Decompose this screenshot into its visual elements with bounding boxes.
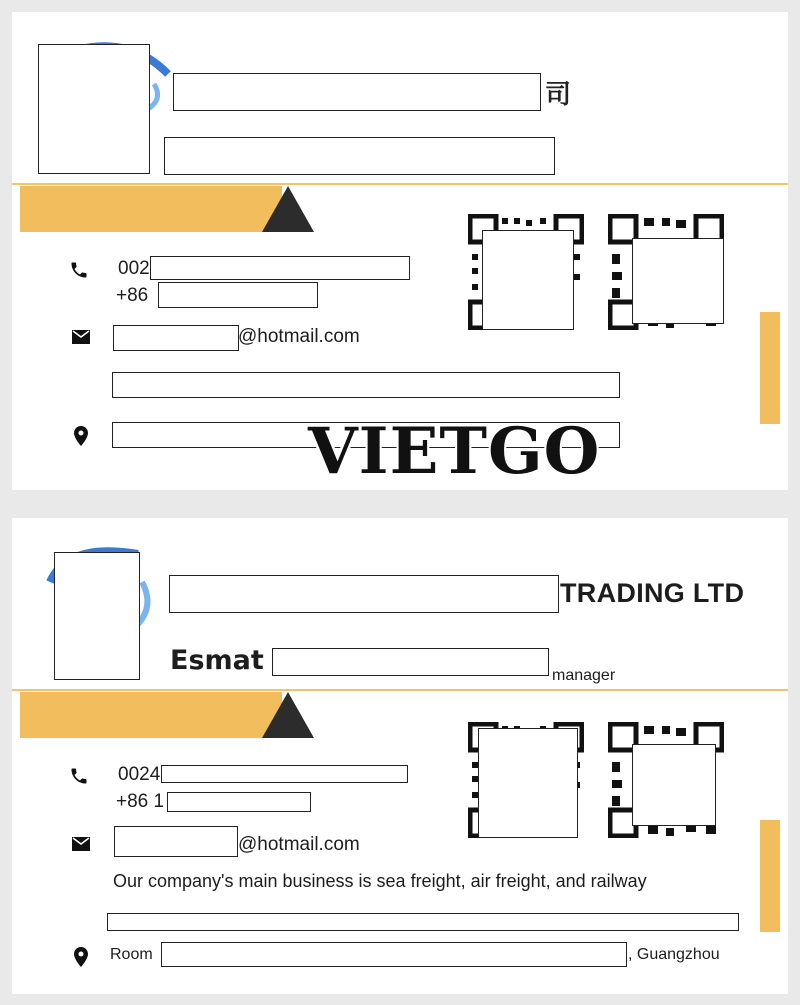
redacted-phone-1 [150,256,410,280]
accent-triangle [262,692,314,738]
redacted-address [161,942,627,967]
company-logo [38,542,188,682]
accent-sidebar [760,820,780,932]
email-domain: @hotmail.com [238,326,360,347]
company-name-suffix: 司 [545,80,572,110]
contact-name: Esmat [170,645,264,676]
accent-band [20,692,282,738]
phone-icon [68,765,90,787]
accent-band [20,186,282,232]
email-domain: @hotmail.com [238,834,360,855]
redacted-company-name [173,73,541,111]
divider-line [12,183,788,185]
address-prefix: Room [110,946,153,963]
business-card-front [12,12,788,490]
redacted-phone-2 [158,282,318,308]
redacted-company-name [169,575,559,613]
redacted-phone-1 [161,765,408,783]
company-name-suffix: TRADING LTD [560,578,745,608]
business-description: Our company's main business is sea freight, air freight, and railway [113,871,647,891]
address-city: , Guangzhou [628,946,720,963]
mail-icon [70,833,92,855]
accent-triangle [262,186,314,232]
qr-code-icon [468,214,584,330]
qr-code-icon [468,722,584,838]
phone-prefix-2: +86 1 [116,791,165,812]
redacted-business-line-2 [107,913,739,931]
divider-line [12,689,788,691]
redacted-name-title [164,137,555,175]
qr-code-icon [608,214,724,330]
redacted-surname [272,648,549,676]
redacted-phone-2 [167,792,311,812]
mail-icon [70,326,92,348]
redacted-email-user [113,325,239,351]
redacted-business-line [112,372,620,398]
location-pin-icon [70,425,92,447]
redacted-email-user [114,826,238,857]
phone-prefix-1: 0024 [118,764,161,785]
phone-prefix-2: +86 [116,285,149,306]
business-card-back [12,518,788,994]
qr-code-icon [608,722,724,838]
watermark: VIETGO [308,414,601,489]
phone-icon [68,259,90,281]
location-pin-icon [70,946,92,968]
job-title: manager [552,667,616,684]
phone-prefix-1: 002 [118,258,150,279]
accent-sidebar [760,312,780,424]
